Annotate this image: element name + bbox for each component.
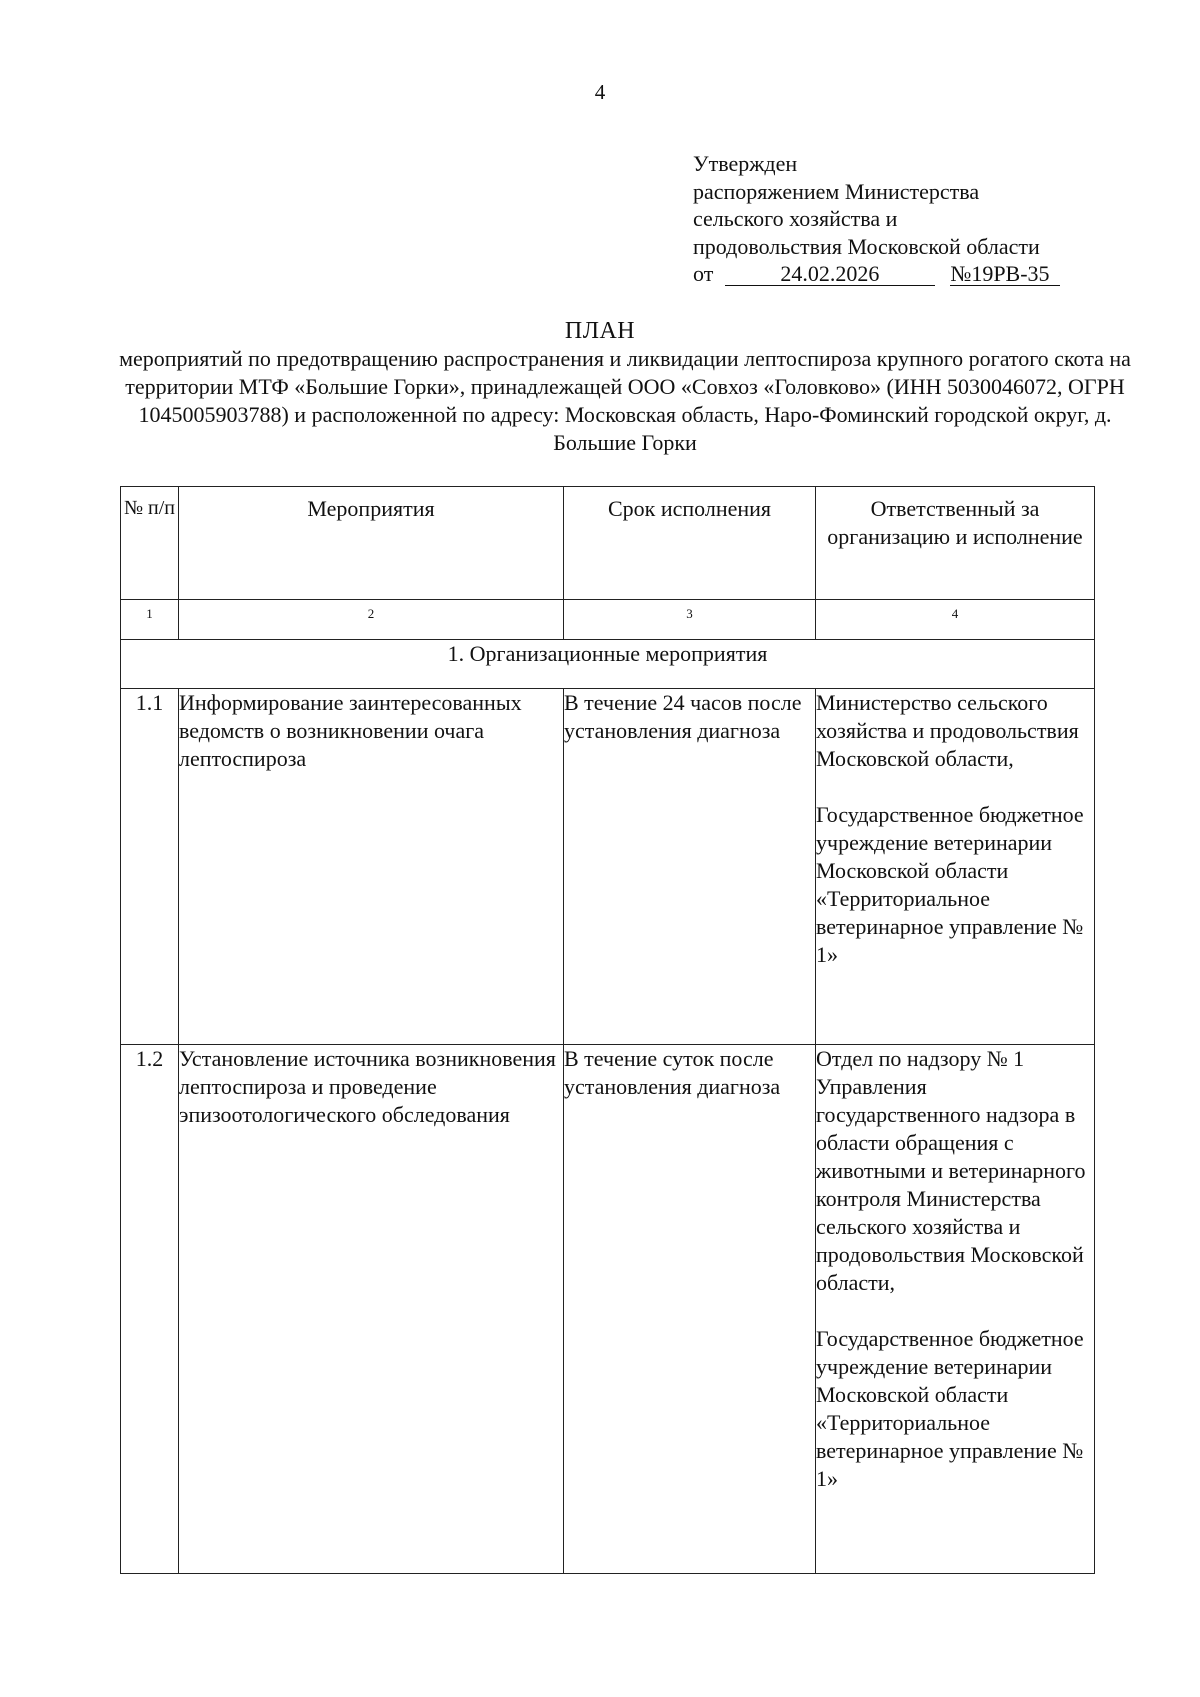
header-cell-responsible: Ответственный за организацию и исполнение — [816, 487, 1095, 600]
section-title: 1. Организационные мероприятия — [121, 640, 1095, 689]
column-number: 4 — [816, 600, 1095, 640]
approval-number: №19РВ-35 — [950, 263, 1060, 286]
page-number: 4 — [594, 80, 606, 104]
responsible-paragraph: Государственное бюджетное учреждение ветеринарии Московской области «Территориальное ветеринарное управление № 1» — [816, 1326, 1084, 1491]
approval-line: сельского хозяйства и — [693, 206, 898, 231]
document-subtitle: мероприятий по предотвращению распространения и ликвидации лептоспироза крупного рогатого скота на территории МТФ «Большие Горки», принадлежащей ООО «Совхоз «Головково» (ИНН 5030046072, ОГРН 1045005903788) и расположенной по адресу: Московская область, Наро-Фоминский городской округ, д. Большие Горки — [119, 346, 1131, 455]
header-cell-deadline: Срок исполнения — [564, 487, 816, 600]
row-deadline: В течение 24 часов после установления диагноза — [564, 689, 816, 1045]
column-number: 3 — [564, 600, 816, 640]
column-number: 1 — [121, 600, 179, 640]
row-number: 1.2 — [121, 1045, 179, 1574]
approval-line: продовольствия Московской области — [693, 233, 1040, 259]
responsible-paragraph: Государственное бюджетное учреждение ветеринарии Московской области «Территориальное ветеринарное управление № 1» — [816, 802, 1084, 967]
responsible-paragraph: Отдел по надзору № 1 Управления государственного надзора в области обращения с животными и ветеринарного контроля Министерства сельского хозяйства и продовольствия Московской области, — [816, 1046, 1086, 1295]
plan-table — [120, 486, 1095, 1574]
table-row — [121, 689, 1095, 1045]
approval-line: распоряжением Министерства — [693, 178, 980, 204]
approval-date-line — [693, 260, 1113, 288]
column-number-row — [121, 600, 1095, 640]
row-deadline: В течение суток после установления диагноза — [564, 1045, 816, 1574]
section-row — [121, 640, 1095, 689]
document-title: ПЛАН — [564, 318, 636, 344]
approval-date-prefix: от — [693, 261, 714, 286]
table-row — [121, 1045, 1095, 1574]
responsible-paragraph: Министерство сельского хозяйства и продовольствия Московской области, — [816, 690, 1079, 771]
row-activity: Установление источника возникновения лептоспироза и проведение эпизоотологического обследования — [179, 1045, 564, 1574]
approval-block — [693, 150, 1113, 288]
header-cell-activity: Мероприятия — [179, 487, 564, 600]
approval-date: 24.02.2026 — [725, 263, 935, 286]
row-responsible — [816, 689, 1095, 1045]
row-activity: Информирование заинтересованных ведомств о возникновении очага лептоспироза — [179, 689, 564, 1045]
row-number: 1.1 — [121, 689, 179, 1045]
column-number: 2 — [179, 600, 564, 640]
row-responsible — [816, 1045, 1095, 1574]
table-header-row — [121, 487, 1095, 600]
approval-line: Утвержден — [693, 151, 798, 176]
header-cell-number: № п/п — [121, 487, 179, 600]
